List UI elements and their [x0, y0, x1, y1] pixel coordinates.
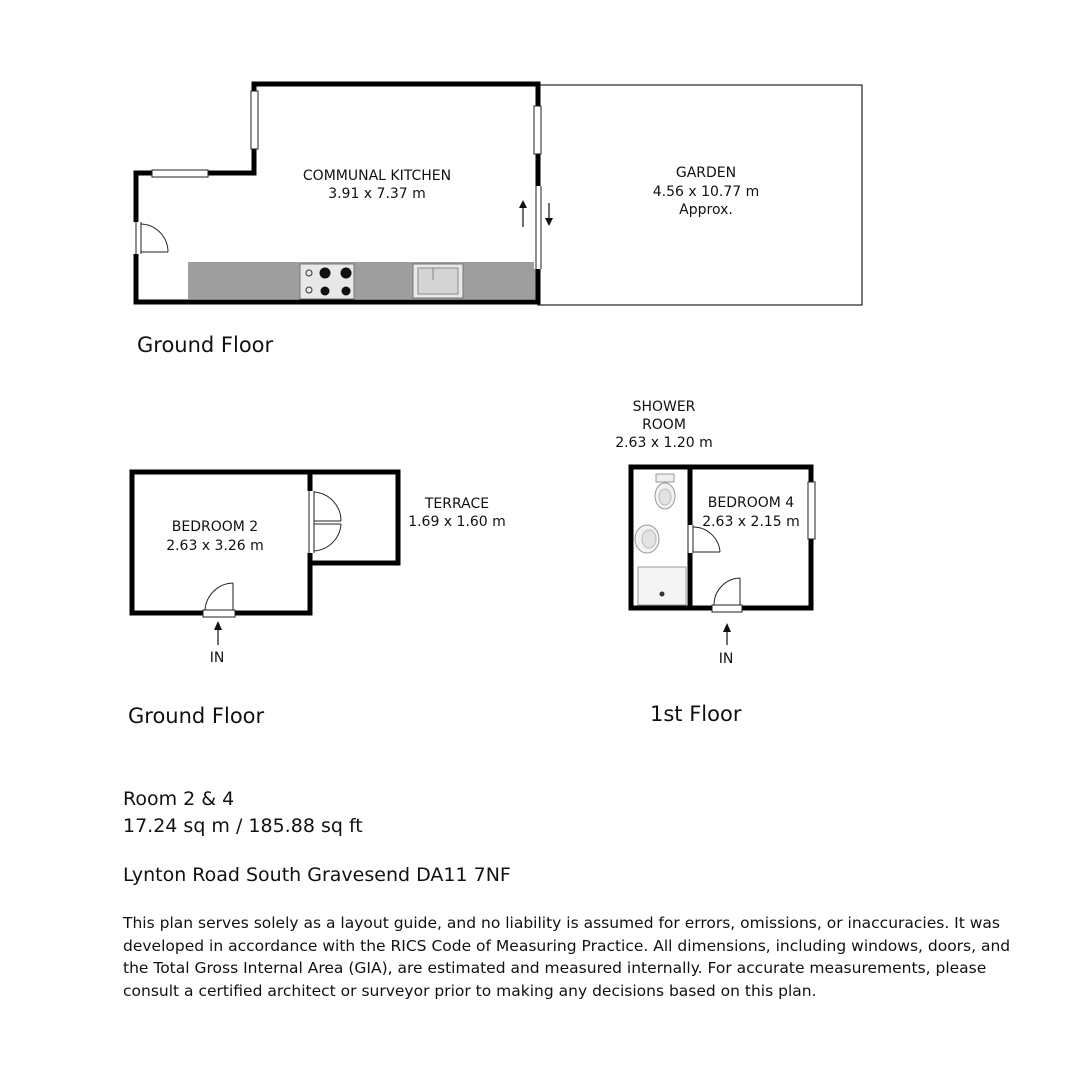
- garden-name: GARDEN: [675, 165, 737, 181]
- shower-name-line2: ROOM: [642, 417, 686, 433]
- kitchen-name: COMMUNAL KITCHEN: [302, 168, 452, 184]
- bedroom4-size: 2.63 x 2.15 m: [702, 514, 800, 530]
- garden-door-opening: [534, 186, 542, 269]
- bedroom2-in-arrow: [214, 621, 222, 645]
- bedroom2-size: 2.63 x 3.26 m: [166, 538, 264, 554]
- property-address: Lynton Road South Gravesend DA11 7NF: [123, 864, 511, 886]
- kitchen-garden-plan: [133, 84, 862, 305]
- disclaimer-text: This plan serves solely as a layout guide, and no liability is assumed for errors, omissions, or inaccuracies. It was developed in accordance with the RICS Code of Measuring Practice. All dimensions, including windows, doors, and the Total Gross Internal Area (GIA), are estimated and measured internally. For accurate measurements, please consult a certified architect or surveyor prior to making any decisions based on this plan.: [123, 914, 1011, 1000]
- bedroom2-in-label: IN: [209, 650, 225, 666]
- rooms-summary: Room 2 & 4: [123, 788, 235, 810]
- kitchen-side-door: [133, 222, 168, 254]
- bedroom2-terrace-plan: [132, 472, 506, 666]
- basin-fixture: [635, 525, 659, 553]
- bedroom2-name: BEDROOM 2: [171, 519, 259, 535]
- shower-tray: [638, 567, 686, 605]
- first-floor-plan: [615, 399, 815, 667]
- shower-name-line1: SHOWER: [632, 399, 696, 415]
- toilet-fixture: [655, 474, 675, 509]
- ground-floor-title-2: Ground Floor: [128, 704, 265, 728]
- terrace-name: TERRACE: [424, 496, 490, 512]
- terrace-size: 1.69 x 1.60 m: [408, 514, 506, 530]
- first-floor-title: 1st Floor: [650, 702, 742, 726]
- area-summary: 17.24 sq m / 185.88 sq ft: [123, 815, 363, 837]
- kitchen-size: 3.91 x 7.37 m: [328, 186, 426, 202]
- sink-fixture: [413, 264, 463, 298]
- terrace-double-door: [307, 491, 341, 553]
- garden-size: 4.56 x 10.77 m: [652, 184, 760, 200]
- shower-size: 2.63 x 1.20 m: [615, 435, 713, 451]
- bedroom2-entrance-door: [203, 583, 235, 617]
- garden-note: Approx.: [679, 202, 733, 218]
- ground-floor-title-1: Ground Floor: [137, 333, 274, 357]
- bedroom4-window: [808, 482, 815, 539]
- bedroom4-name: BEDROOM 4: [707, 495, 795, 511]
- bedroom4-in-arrow: [723, 623, 731, 645]
- bedroom4-entrance-door: [712, 578, 742, 612]
- kitchen-windows: [152, 91, 541, 177]
- kitchen-counter: [188, 262, 536, 299]
- hob-appliance: [300, 264, 354, 299]
- bedroom4-in-label: IN: [718, 651, 734, 667]
